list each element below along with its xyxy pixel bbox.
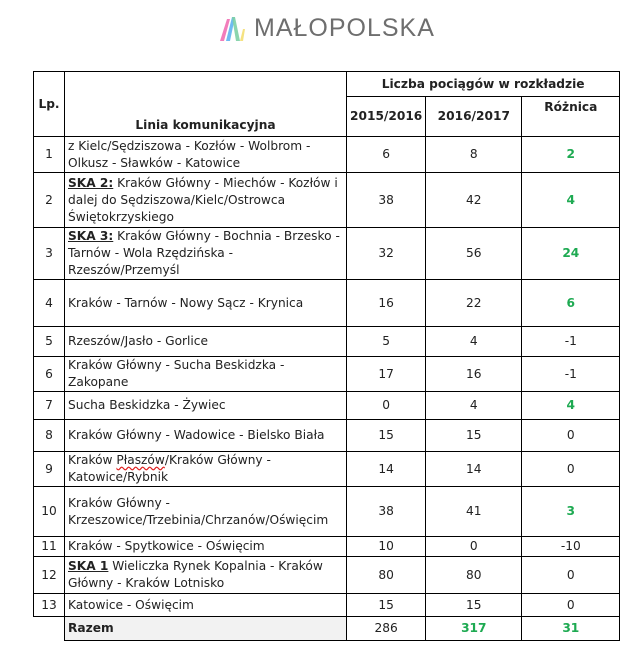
- row-number: 1: [34, 137, 65, 173]
- row-number: 6: [34, 357, 65, 392]
- table-row: [34, 327, 620, 357]
- row-number: 13: [34, 594, 65, 617]
- count-2016-2017: 15: [426, 420, 522, 452]
- line-cell: [65, 280, 347, 327]
- line-cell: [65, 327, 347, 357]
- line-text: Kraków: [68, 453, 117, 467]
- line-cell: [65, 137, 347, 173]
- count-2016-2017: 8: [426, 137, 522, 173]
- line-text: z Kielc/Sędziszowa - Kozłów - Wolbrom - Olkusz - Sławków - Katowice: [68, 138, 311, 170]
- row-number: 12: [34, 557, 65, 594]
- line-cell: [65, 228, 347, 280]
- header-lp: Lp.: [34, 72, 65, 137]
- count-2016-2017: 14: [426, 452, 522, 487]
- table-row: [34, 487, 620, 537]
- line-text: Kraków Główny - Sucha Beskidzka - Zakopane: [68, 358, 285, 389]
- table-row: [34, 392, 620, 420]
- difference: 3: [522, 487, 620, 537]
- count-2016-2017: 56: [426, 228, 522, 280]
- table-row: [34, 173, 620, 228]
- malopolska-logo-mark-icon: [218, 13, 248, 43]
- line-cell: [65, 173, 347, 228]
- difference: 4: [522, 173, 620, 228]
- count-2015-2016: 32: [347, 228, 426, 280]
- count-2015-2016: 80: [347, 557, 426, 594]
- line-text: Kraków Główny - Wadowice - Bielsko Biała: [68, 428, 325, 442]
- difference: 0: [522, 557, 620, 594]
- row-number: 8: [34, 420, 65, 452]
- count-2015-2016: 0: [347, 392, 426, 420]
- table-row: [34, 357, 620, 392]
- total-empty-cell: [34, 617, 65, 641]
- count-2016-2017: 42: [426, 173, 522, 228]
- difference: 0: [522, 452, 620, 487]
- count-2016-2017: 80: [426, 557, 522, 594]
- count-2015-2016: 15: [347, 594, 426, 617]
- count-2015-2016: 6: [347, 137, 426, 173]
- table-row: [34, 420, 620, 452]
- train-schedule-table: [33, 71, 620, 641]
- line-text-misspelled: Płaszów: [116, 453, 165, 467]
- row-number: 2: [34, 173, 65, 228]
- count-2015-2016: 17: [347, 357, 426, 392]
- row-number: 3: [34, 228, 65, 280]
- row-number: 11: [34, 537, 65, 557]
- header-group: Liczba pociągów w rozkładzie: [347, 72, 620, 97]
- table-row: [34, 452, 620, 487]
- count-2016-2017: 0: [426, 537, 522, 557]
- header-2016-2017: 2016/2017: [426, 97, 522, 137]
- difference: -1: [522, 327, 620, 357]
- table-row: [34, 228, 620, 280]
- line-cell: [65, 537, 347, 557]
- ska-label: SKA 2:: [68, 175, 114, 190]
- total-difference: 31: [522, 617, 620, 641]
- count-2015-2016: 14: [347, 452, 426, 487]
- logo-text: MAŁOPOLSKA: [254, 13, 435, 42]
- count-2016-2017: 41: [426, 487, 522, 537]
- table-row: [34, 537, 620, 557]
- line-cell: [65, 420, 347, 452]
- table-row: [34, 557, 620, 594]
- ska-label: SKA 3:: [68, 229, 114, 243]
- header-2015-2016: 2015/2016: [347, 97, 426, 137]
- line-cell: [65, 452, 347, 487]
- count-2016-2017: 4: [426, 392, 522, 420]
- total-row: [34, 617, 620, 641]
- difference: 4: [522, 392, 620, 420]
- ska-label: SKA 1: [68, 559, 109, 573]
- total-label: Razem: [65, 617, 347, 641]
- line-text: Kraków - Tarnów - Nowy Sącz - Krynica: [68, 295, 304, 310]
- row-number: 7: [34, 392, 65, 420]
- line-text: Kraków - Spytkowice - Oświęcim: [68, 539, 265, 553]
- line-text: Kraków Główny - Bochnia - Brzesko - Tarnów - Wola Rzędzińska - Rzeszów/Przemyśl: [68, 229, 340, 277]
- difference: 24: [522, 228, 620, 280]
- count-2015-2016: 5: [347, 327, 426, 357]
- difference: 2: [522, 137, 620, 173]
- difference: -10: [522, 537, 620, 557]
- count-2015-2016: 16: [347, 280, 426, 327]
- line-text: Katowice - Oświęcim: [68, 597, 194, 612]
- line-text: Kraków Główny - Krzeszowice/Trzebinia/Chrzanów/Oświęcim: [68, 495, 329, 527]
- line-text: /Kraków Główny - Katowice/Rybnik: [68, 453, 271, 484]
- line-cell: [65, 487, 347, 537]
- line-text: Wieliczka Rynek Kopalnia - Kraków Główny - Kraków Lotnisko: [68, 559, 323, 590]
- line-text: Rzeszów/Jasło - Gorlice: [68, 334, 209, 348]
- count-2016-2017: 15: [426, 594, 522, 617]
- line-cell: [65, 557, 347, 594]
- count-2015-2016: 38: [347, 487, 426, 537]
- line-cell: [65, 357, 347, 392]
- line-cell: [65, 392, 347, 420]
- row-number: 9: [34, 452, 65, 487]
- table-row: [34, 594, 620, 617]
- count-2015-2016: 15: [347, 420, 426, 452]
- difference: 6: [522, 280, 620, 327]
- count-2016-2017: 22: [426, 280, 522, 327]
- difference: 0: [522, 420, 620, 452]
- table-row: [34, 280, 620, 327]
- table-row: [34, 137, 620, 173]
- difference: -1: [522, 357, 620, 392]
- line-text: Sucha Beskidzka - Żywiec: [68, 398, 226, 412]
- header-difference: Różnica: [522, 97, 620, 137]
- header-line: Linia komunikacyjna: [65, 72, 347, 137]
- row-number: 5: [34, 327, 65, 357]
- total-2015-2016: 286: [347, 617, 426, 641]
- count-2015-2016: 10: [347, 537, 426, 557]
- row-number: 10: [34, 487, 65, 537]
- count-2016-2017: 16: [426, 357, 522, 392]
- row-number: 4: [34, 280, 65, 327]
- difference: 0: [522, 594, 620, 617]
- line-cell: [65, 594, 347, 617]
- total-2016-2017: 317: [426, 617, 522, 641]
- line-text: Kraków Główny - Miechów - Kozłów i dalej do Sędziszowa/Kielc/Ostrowca Świętokrzyskiego: [68, 175, 338, 224]
- count-2015-2016: 38: [347, 173, 426, 228]
- malopolska-logo: [218, 8, 435, 48]
- count-2016-2017: 4: [426, 327, 522, 357]
